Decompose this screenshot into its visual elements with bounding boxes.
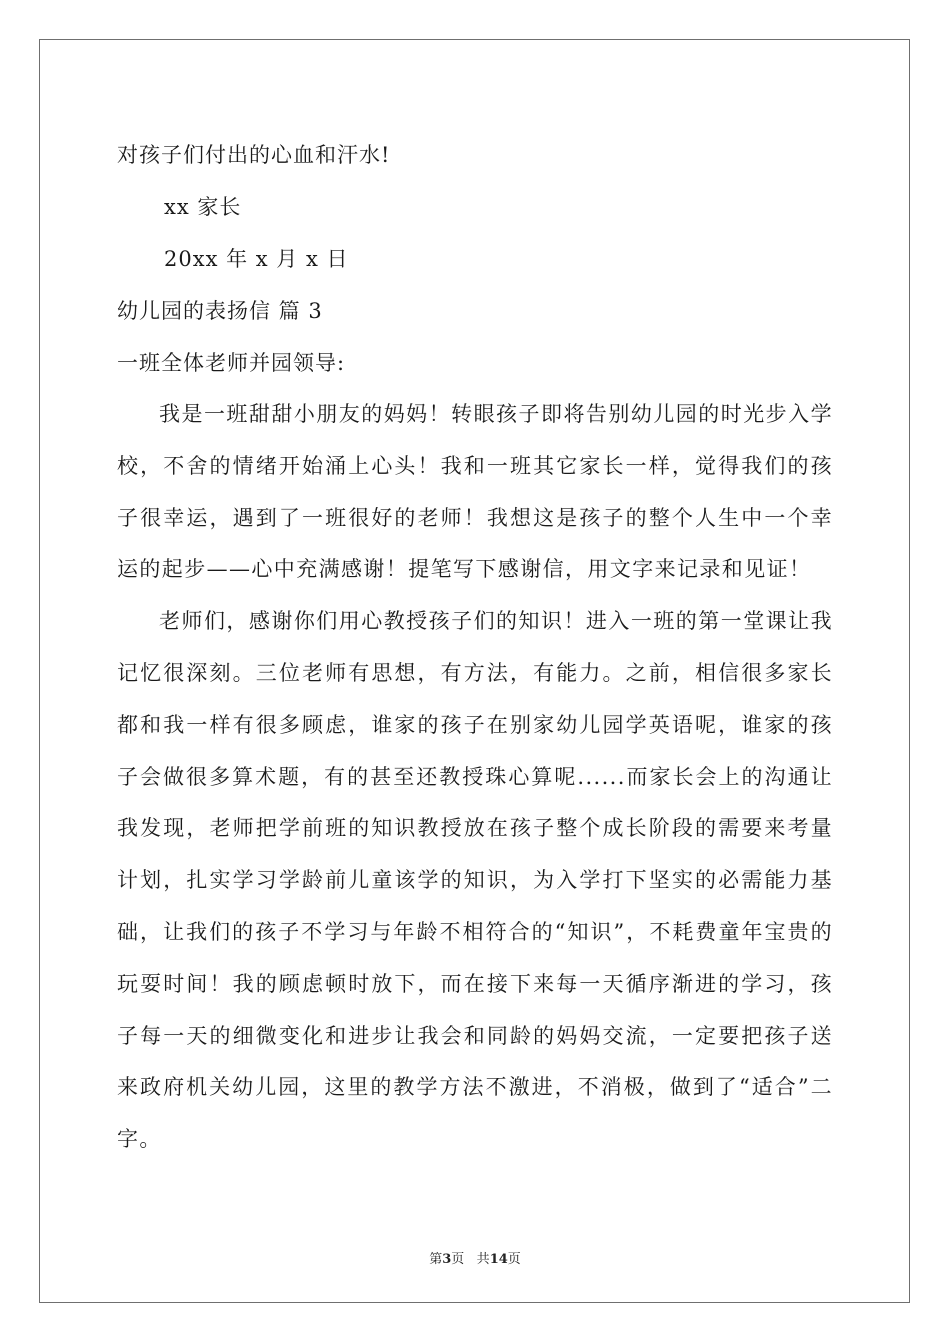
document-body [117, 129, 833, 1166]
total-page-count: 14 [489, 1252, 508, 1267]
signature: xx 家长 [164, 195, 242, 219]
page-prefix: 第 [429, 1252, 443, 1267]
closing-line: 对孩子们付出的心血和汗水! [117, 143, 391, 167]
date-line: 20xx 年 x 月 x 日 [164, 247, 349, 271]
salutation: 一班全体老师并园领导: [117, 351, 346, 375]
current-page-number: 3 [442, 1252, 452, 1267]
paragraph: 老师们，感谢你们用心教授孩子们的知识！进入一班的第一堂课让我记忆很深刻。三位老师有思想，有方法，有能力。之前，相信很多家长都和我一样有很多顾虑，谁家的孩子在别家幼儿园学英语呢，谁家的孩子会做很多算术题，有的甚至还教授珠心算呢......而家长会上的沟通让我发现，老师把学前班的知识教授放在孩子整个成长阶段的需要来考量计划，扎实学习学龄前儿童该学的知识，为入学打下坚实的必需能力基础，让我们的孩子不学习与年龄不相符合的“知识”，不耗费童年宝贵的玩耍时间！我的顾虑顿时放下，而在接下来每一天循序渐进的学习，孩子每一天的细微变化和进步让我会和同龄的妈妈交流，一定要把孩子送来政府机关幼儿园，这里的教学方法不激进，不消极，做到了“适合”二字。 [117, 609, 833, 1152]
paragraph: 我是一班甜甜小朋友的妈妈！转眼孩子即将告别幼儿园的时光步入学校，不舍的情绪开始涌上心头！我和一班其它家长一样，觉得我们的孩子很幸运，遇到了一班很好的老师！我想这是孩子的整个人生中一个幸运的起步——心中充满感谢！提笔写下感谢信，用文字来记录和见证！ [117, 402, 833, 582]
total-prefix: 共 [476, 1252, 490, 1267]
page-unit: 页 [451, 1252, 465, 1267]
total-unit: 页 [507, 1252, 521, 1267]
page-footer [0, 1248, 950, 1267]
section-title: 幼儿园的表扬信 篇 3 [117, 299, 323, 323]
